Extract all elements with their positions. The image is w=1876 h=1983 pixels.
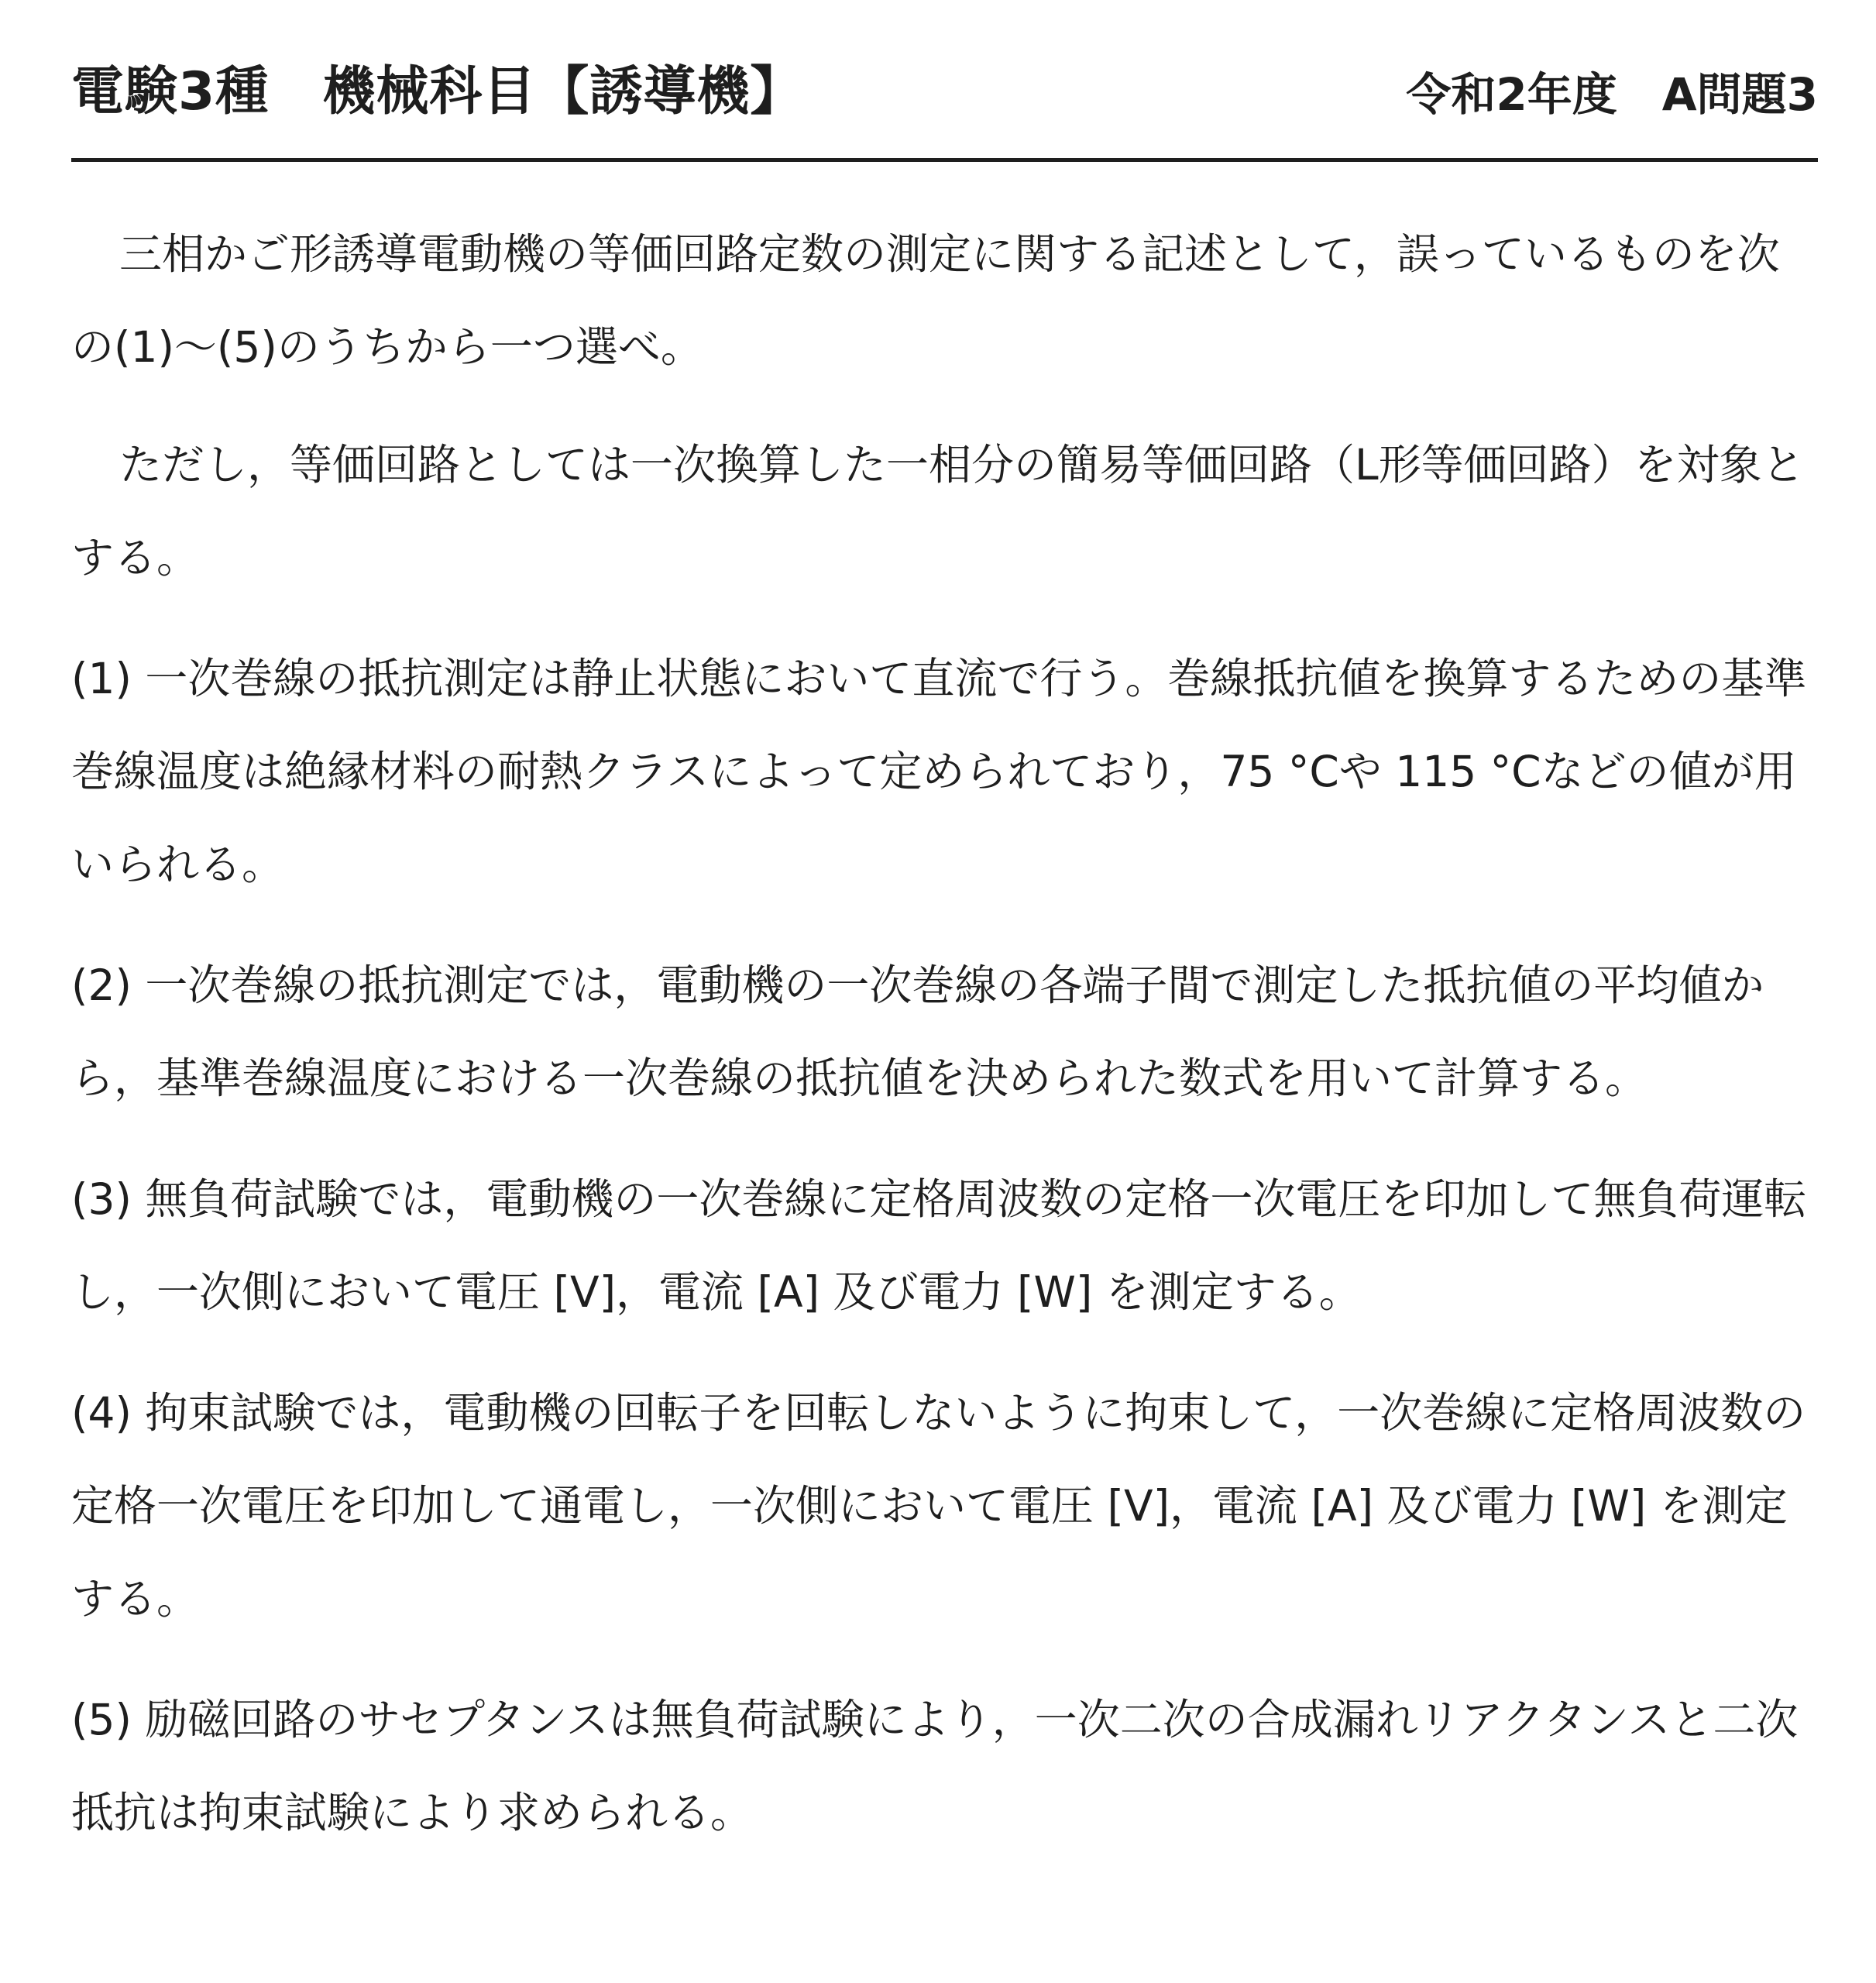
choice-4: (4) 拘束試験では，電動機の回転子を回転しないように拘束して，一次巻線に定格周波数の定格一次電圧を印加して通電し，一次側において電圧 [V]，電流 [A] 及び電力 [W] を測定する。	[71, 1388, 1806, 1624]
question-note: ただし，等価回路としては一次換算した一相分の簡易等価回路（L形等価回路）を対象とする。	[71, 440, 1805, 583]
page-header	[71, 0, 1818, 161]
page-title: 電験3種 機械科目【誘導機】	[71, 61, 804, 122]
question-body	[71, 208, 1818, 1859]
header-divider	[71, 158, 1818, 162]
choice-3: (3) 無負荷試験では，電動機の一次巻線に定格周波数の定格一次電圧を印加して無負荷運転し，一次側において電圧 [V]，電流 [A] 及び電力 [W] を測定する。	[71, 1174, 1807, 1317]
choice-1: (1) 一次巻線の抵抗測定は静止状態において直流で行う。巻線抵抗値を換算するための基準巻線温度は絶縁材料の耐熱クラスによって定められており，75 °Cや 115 °Cなどの値が用いられる。	[71, 654, 1807, 889]
exam-label: 令和2年度 A問題3	[1406, 68, 1818, 121]
document-page	[71, 0, 1818, 1837]
choice-2: (2) 一次巻線の抵抗測定では，電動機の一次巻線の各端子間で測定した抵抗値の平均値から，基準巻線温度における一次巻線の抵抗値を決められた数式を用いて計算する。	[71, 961, 1764, 1103]
question-lead: 三相かご形誘導電動機の等価回路定数の測定に関する記述として，誤っているものを次の(1)～(5)のうちから一つ選べ。	[71, 229, 1780, 372]
choice-5: (5) 励磁回路のサセプタンスは無負荷試験により，一次二次の合成漏れリアクタンスと二次抵抗は拘束試験により求められる。	[71, 1695, 1799, 1837]
